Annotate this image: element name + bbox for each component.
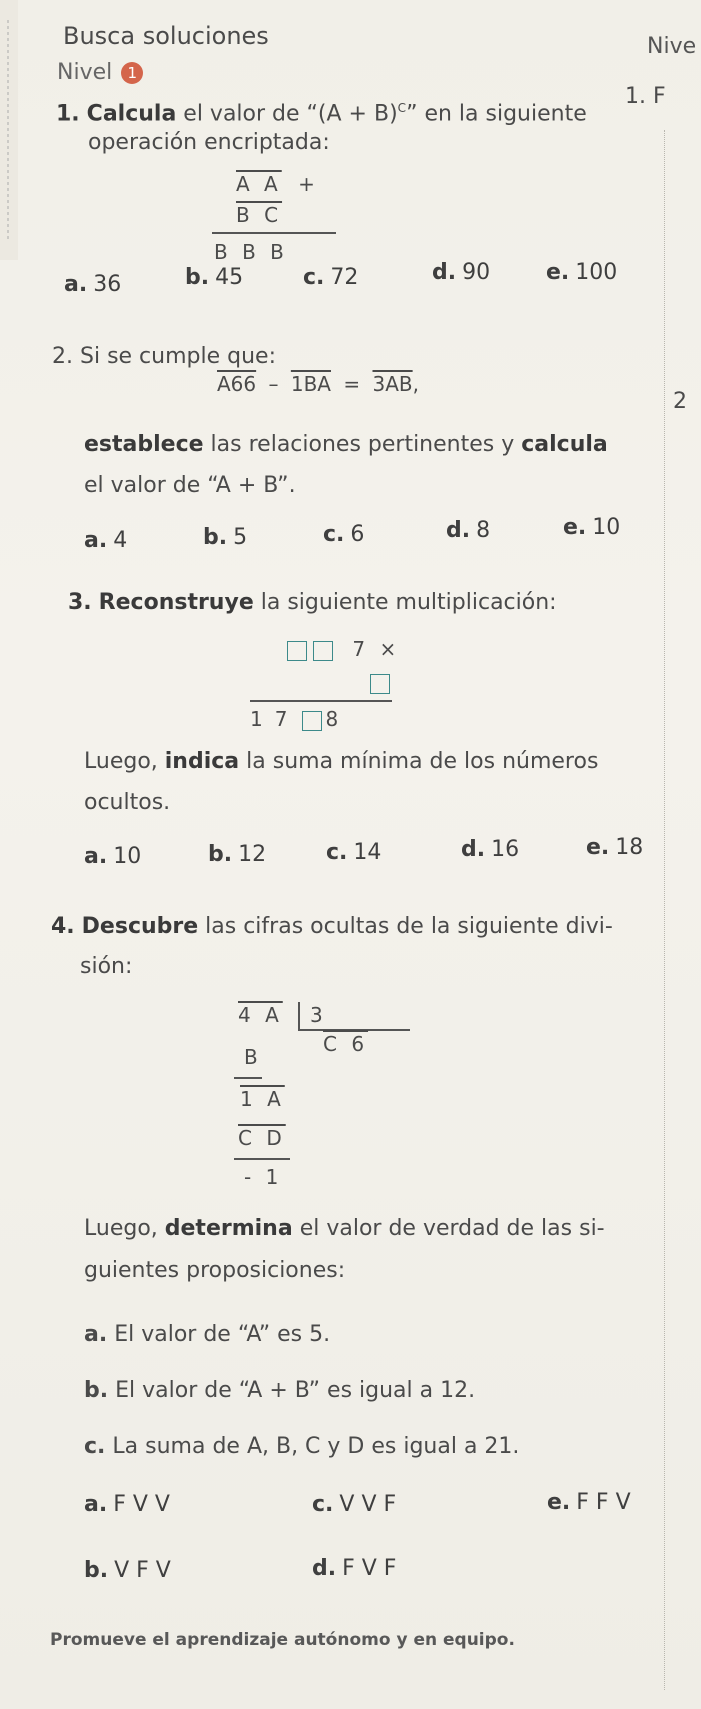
q3-verb: Reconstruye xyxy=(98,590,254,615)
q3-hidden-digit-2[interactable] xyxy=(313,641,333,661)
q3-result-1: 1 xyxy=(250,707,275,731)
q1-option-a-letter: a. xyxy=(64,272,88,297)
q2-number: 2. xyxy=(52,344,73,369)
q2-option-e-value: 10 xyxy=(592,515,621,540)
q1-option-b[interactable] xyxy=(185,265,243,290)
right-column-q2: 2 xyxy=(673,389,687,414)
q1-text2: ” en la siguiente xyxy=(406,101,587,127)
q4-option-e-letter: e. xyxy=(547,1490,571,1515)
q1-option-a[interactable] xyxy=(64,272,121,297)
q2-verb1: establece xyxy=(84,432,204,457)
q2-option-c[interactable] xyxy=(323,522,364,547)
q3-text: la siguiente multiplicación: xyxy=(253,590,557,615)
q1-row1 xyxy=(236,172,319,196)
q4-divisor-line xyxy=(298,1029,410,1031)
q2-minus: – xyxy=(268,372,279,396)
q3-hidden-digit-1[interactable] xyxy=(287,641,307,661)
q2-equation xyxy=(217,372,419,396)
q1-statement xyxy=(56,92,587,130)
q1-row2 xyxy=(236,203,282,227)
column-divider xyxy=(664,130,665,1690)
q4-option-b[interactable] xyxy=(84,1558,171,1583)
q2-option-d-value: 8 xyxy=(476,518,491,543)
q4-option-c-value: V V F xyxy=(339,1492,397,1517)
q3-option-e[interactable] xyxy=(586,835,643,860)
q2-eq-b: 1BA xyxy=(290,372,331,396)
q2-option-e-letter: e. xyxy=(563,515,587,540)
q2-option-a[interactable] xyxy=(84,528,127,553)
q4-remainder: - 1 xyxy=(244,1165,283,1189)
q1-option-c[interactable] xyxy=(303,265,358,290)
q4-quotient-value: C 6 xyxy=(323,1032,369,1056)
nivel-text: Nivel xyxy=(57,60,113,85)
q4-verb: Descubre xyxy=(81,914,199,939)
q3-line2a: Luego, xyxy=(84,749,165,774)
q2-option-d-letter: d. xyxy=(446,518,471,543)
q3-line3: ocultos. xyxy=(84,790,171,815)
q3-option-c[interactable] xyxy=(326,840,381,865)
q4-division-bar xyxy=(298,1002,300,1030)
q2-option-b-letter: b. xyxy=(203,525,228,550)
q3-row1 xyxy=(284,637,396,661)
q1-bc: B C xyxy=(236,203,283,227)
q2-eq-a: A66 xyxy=(217,372,257,396)
q4-option-a-value: F V V xyxy=(113,1492,170,1517)
q2-line3: el valor de “A + B”. xyxy=(84,473,296,498)
q3-hidden-result-digit[interactable] xyxy=(302,711,322,731)
book-spine-decoration xyxy=(0,0,18,260)
q4-divisor: 3 xyxy=(310,1003,327,1027)
q1-text: el valor de “(A + B) xyxy=(176,101,398,127)
nivel-label xyxy=(57,60,143,85)
q4-line3a: Luego, xyxy=(84,1216,165,1241)
q3-result-7: 7 xyxy=(274,707,300,731)
q4-text: las cifras ocultas de la siguiente divi- xyxy=(198,914,613,939)
q4-prop-c-text: La suma de A, B, C y D es igual a 21. xyxy=(112,1434,520,1459)
q1-option-c-value: 72 xyxy=(330,265,359,290)
q4-step1 xyxy=(240,1087,285,1111)
q4-prop-b-text: El valor de “A + B” es igual a 12. xyxy=(115,1378,476,1403)
q4-line-2 xyxy=(234,1158,290,1160)
q1-option-e-value: 100 xyxy=(575,260,618,285)
q2-line2 xyxy=(84,428,608,461)
q3-option-d-letter: d. xyxy=(461,837,486,862)
q4-option-b-letter: b. xyxy=(84,1558,109,1583)
nivel-right-label: Nive xyxy=(647,34,697,59)
q1-verb: Calcula xyxy=(86,101,177,127)
q1-line2: operación encriptada: xyxy=(88,130,330,155)
q3-statement xyxy=(68,586,557,619)
footer-note: Promueve el aprendizaje autónomo y en equipo. xyxy=(50,1630,515,1650)
q4-statement xyxy=(51,910,613,943)
q2-option-b-value: 5 xyxy=(233,525,248,550)
q4-option-c-letter: c. xyxy=(312,1492,334,1517)
q1-number: 1. xyxy=(56,101,80,127)
q3-row2 xyxy=(367,673,393,694)
q3-option-d-value: 16 xyxy=(491,837,520,862)
q4-option-d-value: F V F xyxy=(342,1556,397,1581)
q1-option-d-letter: d. xyxy=(432,260,457,285)
q1-plus: + xyxy=(298,172,319,196)
q2-equals: = xyxy=(343,372,361,396)
q3-verb2: indica xyxy=(164,749,240,774)
q4-prop-c-letter: c. xyxy=(84,1434,106,1459)
q1-sum: B B B xyxy=(214,240,288,264)
q2-verb2: calcula xyxy=(521,432,608,457)
q2-text2: las relaciones pertinentes y xyxy=(203,432,522,457)
q1-aa: A A xyxy=(236,172,282,196)
q2-text: Si se cumple que: xyxy=(73,344,276,369)
q3-option-c-letter: c. xyxy=(326,840,348,865)
q4-step2-value: C D xyxy=(238,1126,286,1150)
section-title: Busca soluciones xyxy=(63,22,269,50)
q3-line2b: la suma mínima de los números xyxy=(239,749,599,774)
q4-option-c[interactable] xyxy=(312,1492,396,1517)
q4-prop-b-letter: b. xyxy=(84,1378,109,1403)
q2-option-a-value: 4 xyxy=(113,528,128,553)
q4-option-e[interactable] xyxy=(547,1490,631,1515)
q4-b: B xyxy=(244,1045,262,1069)
q2-comma: , xyxy=(412,372,419,396)
q2-option-b[interactable] xyxy=(203,525,247,550)
q3-option-c-value: 14 xyxy=(353,840,382,865)
q3-option-a-letter: a. xyxy=(84,844,108,869)
q4-line2: sión: xyxy=(80,954,133,979)
q3-digit-7: 7 xyxy=(352,637,366,661)
q4-prop-b xyxy=(84,1374,475,1407)
q4-line4: guientes proposiciones: xyxy=(84,1258,346,1283)
q4-line3 xyxy=(84,1212,605,1245)
q3-number: 3. xyxy=(68,590,92,615)
q4-prop-a-text: El valor de “A” es 5. xyxy=(114,1322,331,1347)
q4-line3b: el valor de verdad de las si- xyxy=(292,1216,605,1241)
q4-quotient xyxy=(323,1032,368,1056)
q1-sup: C xyxy=(397,101,407,115)
q3-result-line xyxy=(250,700,392,702)
q4-prop-a xyxy=(84,1318,330,1351)
q4-option-b-value: V F V xyxy=(114,1558,171,1583)
q3-option-e-value: 18 xyxy=(615,835,644,860)
q1-option-d-value: 90 xyxy=(462,260,491,285)
q4-prop-a-letter: a. xyxy=(84,1322,108,1347)
q2-option-e[interactable] xyxy=(563,515,620,540)
q4-option-a-letter: a. xyxy=(84,1492,108,1517)
q3-option-b-value: 12 xyxy=(238,842,267,867)
q4-option-d-letter: d. xyxy=(312,1556,337,1581)
q1-option-a-value: 36 xyxy=(93,272,122,297)
q4-line-1 xyxy=(234,1077,262,1079)
q4-dividend xyxy=(238,1003,283,1027)
q3-option-a[interactable] xyxy=(84,844,141,869)
q4-option-d[interactable] xyxy=(312,1556,396,1581)
q1-option-d[interactable] xyxy=(432,260,490,285)
q1-sum-line xyxy=(212,232,336,234)
q3-option-e-letter: e. xyxy=(586,835,610,860)
q4-step2 xyxy=(238,1126,286,1150)
q2-option-c-letter: c. xyxy=(323,522,345,547)
q3-option-b[interactable] xyxy=(208,842,266,867)
q3-option-b-letter: b. xyxy=(208,842,233,867)
right-column-q1: 1. F xyxy=(625,84,666,109)
q3-times: × xyxy=(379,637,397,661)
q1-option-e-letter: e. xyxy=(546,260,570,285)
q3-option-d[interactable] xyxy=(461,837,519,862)
q4-step1-value: 1 A xyxy=(240,1087,285,1111)
q1-option-b-letter: b. xyxy=(185,265,210,290)
q2-option-a-letter: a. xyxy=(84,528,108,553)
q4-dividend-value: 4 A xyxy=(238,1003,283,1027)
q4-number: 4. xyxy=(51,914,75,939)
q1-option-b-value: 45 xyxy=(215,265,244,290)
q3-line2 xyxy=(84,745,598,778)
q1-option-c-letter: c. xyxy=(303,265,325,290)
q4-option-a[interactable] xyxy=(84,1492,170,1517)
q4-option-e-value: F F V xyxy=(576,1490,631,1515)
q3-result xyxy=(250,707,350,731)
q3-hidden-multiplier[interactable] xyxy=(370,674,390,694)
q4-verb2: determina xyxy=(164,1216,293,1241)
q2-statement xyxy=(52,340,276,373)
q3-option-a-value: 10 xyxy=(113,844,142,869)
nivel-badge: 1 xyxy=(121,62,143,84)
q3-result-8: 8 xyxy=(325,707,351,731)
q4-prop-c xyxy=(84,1430,519,1463)
q1-option-e[interactable] xyxy=(546,260,617,285)
q2-option-c-value: 6 xyxy=(350,522,365,547)
q2-eq-c: 3AB xyxy=(372,372,413,396)
q2-option-d[interactable] xyxy=(446,518,490,543)
